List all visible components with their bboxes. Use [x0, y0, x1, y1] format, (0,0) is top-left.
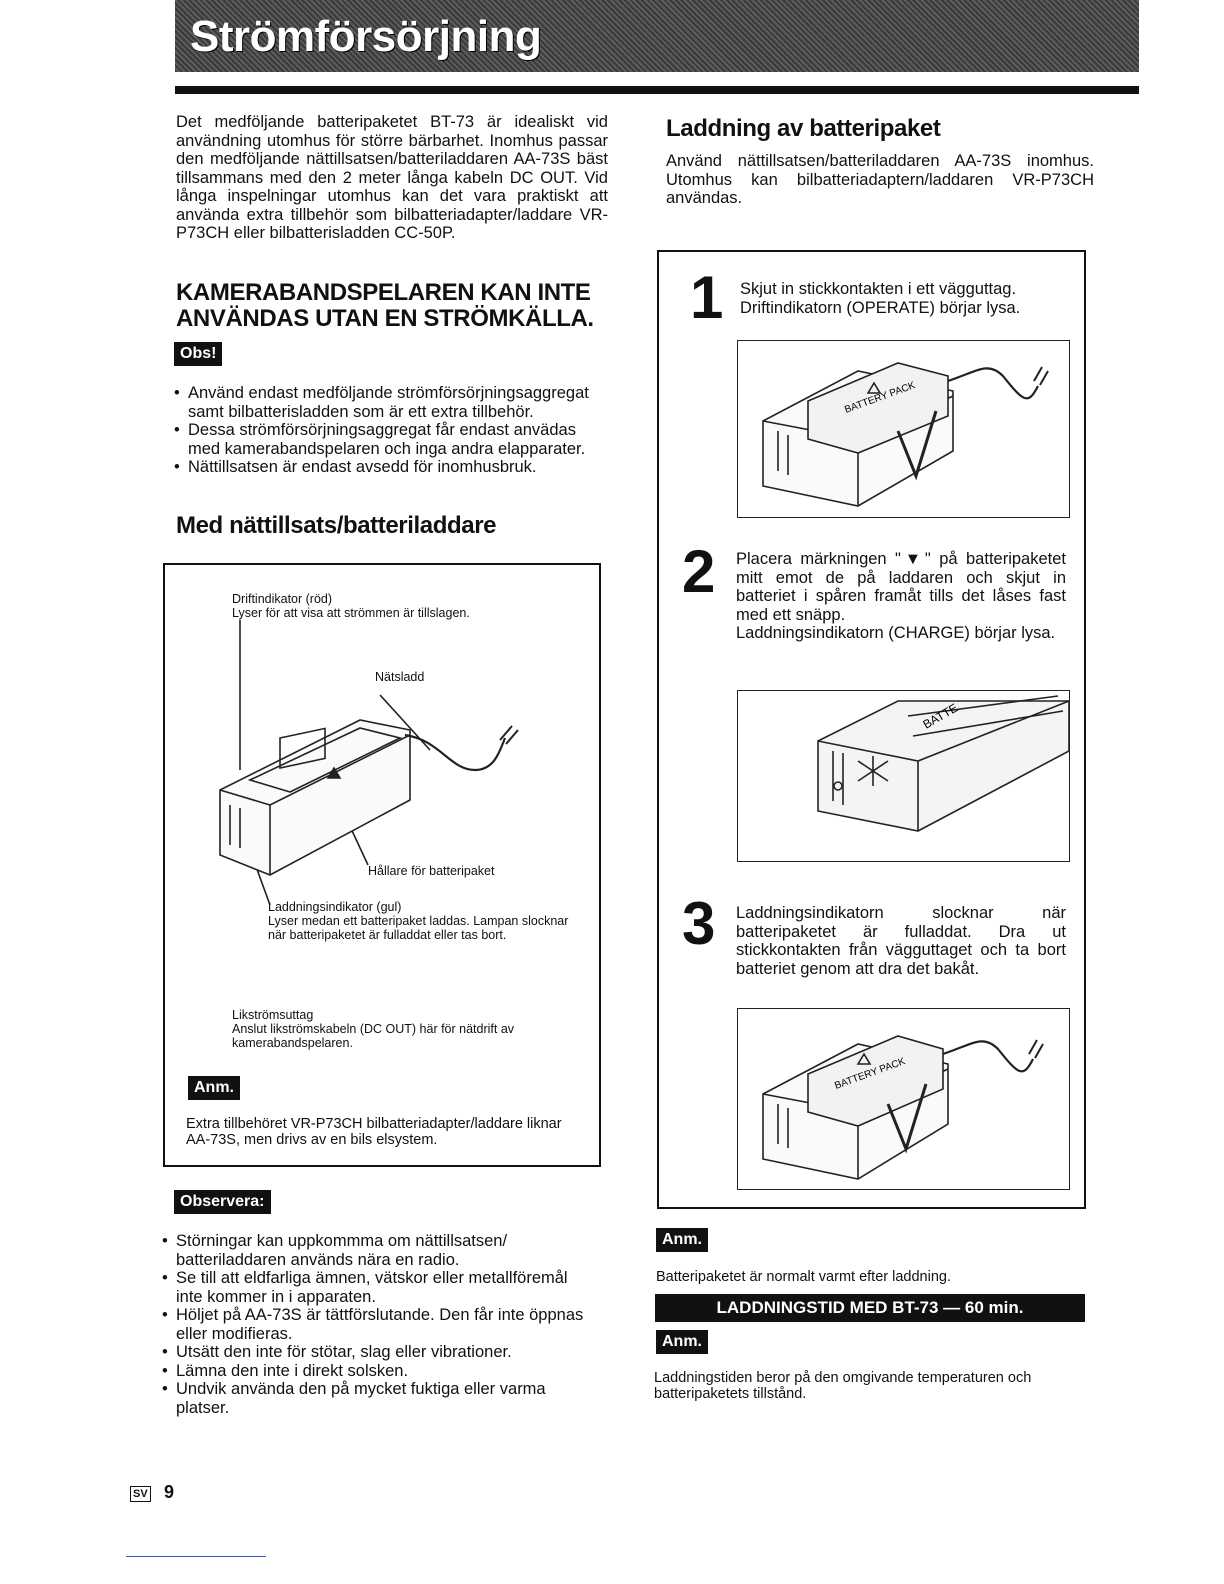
footer-rule	[126, 1556, 266, 1557]
step-2-text	[736, 550, 1066, 643]
list-item: • Lämna den inte i direkt solsken.	[160, 1362, 592, 1381]
operate-indicator-label	[232, 592, 562, 620]
step-3-number: 3	[682, 890, 716, 957]
dc-outlet-label	[232, 1008, 582, 1050]
obs-list	[172, 384, 608, 477]
list-item: • Dessa strömförsörjningsaggregat får endast anvädas med kamerabandspelaren och inga andra elapparater.	[172, 421, 608, 458]
step-2-text-main: Placera märkningen "▼" på batteripaketet mitt emot de på laddaren och skjut in batteriet i spåren framåt tills det låses fast med ett snäpp.	[736, 550, 1066, 624]
warning-heading	[176, 280, 616, 332]
step-3-figure	[737, 1008, 1070, 1190]
battery-label-2: BATTERY PACK	[833, 1056, 907, 1092]
step-2-figure	[737, 690, 1070, 862]
warning-heading-line1: KAMERABANDSPELAREN KAN INTE	[176, 279, 591, 306]
obs-tag: Obs!	[174, 342, 222, 366]
list-item: • Använd endast medföljande strömförsörjningsaggregat samt bilbatterisladden som är ett extra tillbehör.	[172, 384, 608, 421]
anm-tag: Anm.	[188, 1076, 240, 1100]
list-item: • Se till att eldfarliga ämnen, vätskor eller metallföremål inte kommer in i apparaten.	[160, 1269, 592, 1306]
observera-list	[160, 1232, 592, 1417]
list-item: • Utsätt den inte för stötar, slag eller vibrationer.	[160, 1343, 592, 1362]
dc-title: Likströmsuttag	[232, 1008, 314, 1022]
step-3-text: Laddningsindikatorn slocknar när batteripaketet är fulladdat. Dra ut stickkontakten från vägguttaget och ta bort batteriet genom att dra det bakåt.	[736, 904, 1066, 978]
adapter-heading: Med nättillsats/batteriladdare	[176, 512, 497, 539]
step-1-number: 1	[690, 264, 724, 331]
anm1-text: Batteripaketet är normalt varmt efter laddning.	[656, 1269, 951, 1285]
observera-tag: Observera:	[174, 1190, 271, 1214]
anm2-tag: Anm.	[656, 1330, 708, 1354]
charger-plug-illustration-2	[738, 1009, 1069, 1189]
language-badge: SV	[130, 1486, 151, 1502]
anm-text: Extra tillbehöret VR-P73CH bilbatteriadapter/laddare liknar AA-73S, men drivs av en bils elsystem.	[186, 1116, 562, 1148]
operate-title: Driftindikator (röd)	[232, 592, 333, 606]
list-item: • Undvik använda den på mycket fuktiga eller varma platser.	[160, 1380, 592, 1417]
charging-heading: Laddning av batteripaket	[666, 115, 941, 142]
dc-desc: Anslut likströmskabeln (DC OUT) här för nätdrift av kamerabandspelaren.	[232, 1022, 515, 1050]
step-1-text: Skjut in stickkontakten i ett vägguttag. Driftindikatorn (OPERATE) börjar lysa.	[740, 280, 1021, 317]
step-2-number: 2	[682, 538, 716, 605]
charge-title: Laddningsindikator (gul)	[268, 900, 402, 914]
anm1-tag: Anm.	[656, 1228, 708, 1252]
step-2-text-charge: Laddningsindikatorn (CHARGE) börjar lysa.	[736, 624, 1056, 642]
battery-insert-illustration	[738, 691, 1069, 861]
charge-time-banner: LADDNINGSTID MED BT-73 — 60 min.	[655, 1294, 1085, 1322]
mains-cord-label: Nätsladd	[375, 670, 425, 684]
list-item: • Störningar kan uppkommma om nättillsatsen/ batteriladdaren används nära en radio.	[160, 1232, 592, 1269]
charger-plug-illustration	[738, 341, 1069, 517]
anm2-text: Laddningstiden beror på den omgivande temperaturen och batteripaketets tillstånd.	[654, 1370, 1032, 1402]
charging-intro: Använd nättillsatsen/batteriladdaren AA-73S inomhus. Utomhus kan bilbatteriadaptern/laddaren VR-P73CH användas.	[666, 152, 1094, 207]
list-item: • Nättillsatsen är endast avsedd för inomhusbruk.	[172, 458, 608, 477]
warning-heading-line2: ANVÄNDAS UTAN EN STRÖMKÄLLA.	[176, 305, 594, 332]
header-rule	[175, 86, 1139, 94]
holder-label: Hållare för batteripaket	[368, 864, 495, 878]
intro-paragraph: Det medföljande batteripaketet BT-73 är idealiskt vid användning utomhus för större bärbarhet. Inomhus passar den medföljande nättillsatsen/batteriladdaren AA-73S bäst tillsammans med den 2 meter långa kabeln DC OUT. Vid långa inspelningar utomhus kan det vara praktiskt att använda extra tillbehör som bilbatteriadapter/laddare VR-P73CH eller bilbatterisladden CC-50P.	[176, 113, 608, 242]
page-number: 9	[164, 1482, 175, 1502]
operate-desc: Lyser för att visa att strömmen är tillslagen.	[232, 606, 470, 620]
page-title: Strömförsörjning	[190, 12, 542, 61]
step-1-figure	[737, 340, 1070, 518]
charger-illustration	[200, 620, 540, 910]
list-item: • Höljet på AA-73S är tättförslutande. Den får inte öppnas eller modifieras.	[160, 1306, 592, 1343]
battery-label-partial: BATTE	[920, 700, 961, 732]
charge-desc: Lyser medan ett batteripaket laddas. Lampan slocknar när batteripaketet är fulladdat eller tas bort.	[268, 914, 569, 942]
battery-label: BATTERY PACK	[843, 380, 917, 416]
